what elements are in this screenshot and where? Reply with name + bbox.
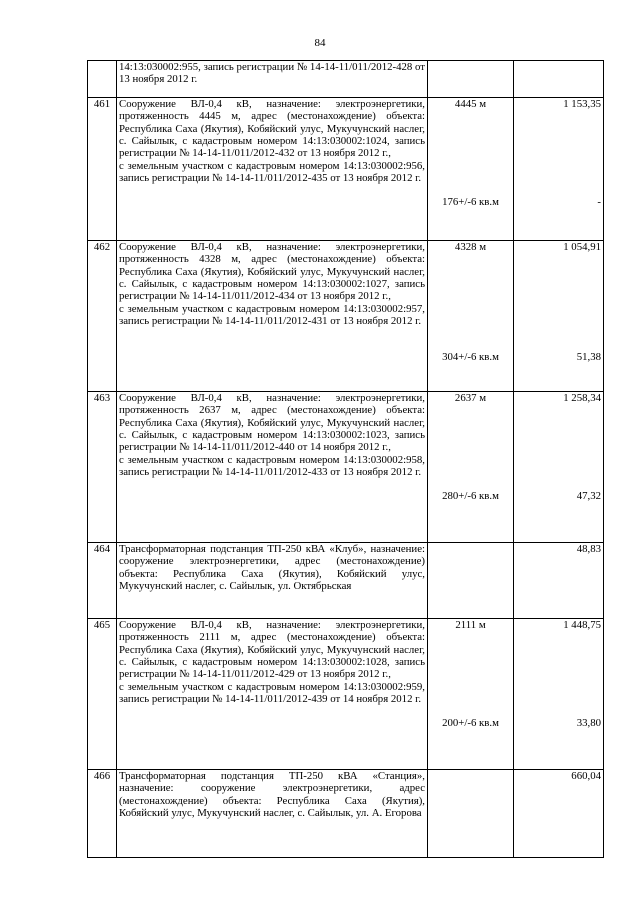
table-row [88,241,604,392]
structure-value: 660,04 [571,770,601,782]
quantity-cell [428,543,514,619]
property-registry-table [87,60,604,858]
value-cell [514,543,604,619]
row-number-cell: 461 [88,98,117,241]
quantity-cell [428,770,514,858]
object-description-cell [117,98,428,241]
land-value: 51,38 [576,351,601,364]
object-description-cell [117,619,428,770]
structure-description: Сооружение ВЛ-0,4 кВ, назначение: электроэнергетики, протяженность 2111 м, адрес (местонахождение) объекта: Республика Саха (Якутия), Кобяйский улус, Мукучунский наслег, с. Сайылык, с кадастровым номером 14:13:030002:1028, запись регистрации № 14-14-11/011/2012-429 от 13 ноября 2012 г., [119,619,425,681]
table-row [88,392,604,543]
quantity-cell [428,392,514,543]
quantity-cell [428,61,514,98]
object-description-cell [117,543,428,619]
row-number-cell: 463 [88,392,117,543]
object-description-cell [117,241,428,392]
object-description-cell [117,61,428,98]
structure-value: 48,83 [576,543,601,555]
quantity-cell [428,98,514,241]
quantity-cell [428,619,514,770]
land-plot-description: 14:13:030002:955, запись регистрации № 14-14-11/011/2012-428 от 13 ноября 2012 г. [119,61,425,86]
table-row-continued [88,61,604,98]
land-value: - [597,196,601,209]
structure-value: 1 258,34 [563,392,601,404]
land-area-value: 304+/-6 кв.м [442,351,499,364]
row-number-cell: 465 [88,619,117,770]
land-plot-description: с земельным участком с кадастровым номером 14:13:030002:957, запись регистрации № 14-14-11/011/2012-431 от 13 ноября 2012 г. [119,302,425,328]
row-number-cell [88,61,117,98]
land-plot-description: с земельным участком с кадастровым номером 14:13:030002:958, запись регистрации № 14-14-11/011/2012-433 от 13 ноября 2012 г. [119,453,425,479]
substation-description: Трансформаторная подстанция ТП-250 кВА «Станция», назначение: сооружение электроэнергетики, адрес (местонахождение) объекта: Республика Саха (Якутия), Кобяйский улус, Мукучунский наслег, с. Сайылык, ул. А. Егорова [119,770,425,820]
row-number-cell: 464 [88,543,117,619]
row-number-cell: 462 [88,241,117,392]
structure-value: 1 054,91 [563,241,601,253]
length-value: 2637 м [454,392,487,404]
object-description-cell [117,392,428,543]
land-area-value: 200+/-6 кв.м [442,717,499,730]
substation-description: Трансформаторная подстанция ТП-250 кВА «Клуб», назначение: сооружение электроэнергетики, адрес (местонахождение) объекта: Республика Саха (Якутия), Кобяйский улус, Мукучунский наслег, с. Сайылык, ул. Октябрьская [119,543,425,593]
row-number-cell: 466 [88,770,117,858]
value-cell [514,241,604,392]
land-area-value: 280+/-6 кв.м [442,490,499,503]
value-cell [514,770,604,858]
structure-description: Сооружение ВЛ-0,4 кВ, назначение: электроэнергетики, протяженность 4328 м, адрес (местонахождение) объекта: Республика Саха (Якутия), Кобяйский улус, Мукучунский наслег, с. Сайылык, с кадастровым номером 14:13:030002:1027, запись регистрации № 14-14-11/011/2012-434 от 13 ноября 2012 г., [119,241,425,303]
table-row [88,619,604,770]
structure-description: Сооружение ВЛ-0,4 кВ, назначение: электроэнергетики, протяженность 4445 м, адрес (местонахождение) объекта: Республика Саха (Якутия), Кобяйский улус, Мукучунский наслег, с. Сайылык, с кадастровым номером 14:13:030002:1024, запись регистрации № 14-14-11/011/2012-432 от 13 ноября 2012 г., [119,98,425,160]
structure-value: 1 153,35 [563,98,601,110]
page-number: 84 [314,37,326,49]
land-value: 47,32 [576,490,601,503]
value-cell [514,61,604,98]
value-cell [514,392,604,543]
value-cell [514,619,604,770]
land-area-value: 176+/-6 кв.м [442,196,499,209]
length-value: 4328 м [454,241,487,253]
table-row [88,770,604,858]
object-description-cell [117,770,428,858]
land-plot-description: с земельным участком с кадастровым номером 14:13:030002:956, запись регистрации № 14-14-11/011/2012-435 от 13 ноября 2012 г. [119,159,425,185]
table-row [88,543,604,619]
value-cell [514,98,604,241]
structure-description: Сооружение ВЛ-0,4 кВ, назначение: электроэнергетики, протяженность 2637 м, адрес (местонахождение) объекта: Республика Саха (Якутия), Кобяйский улус, Мукучунский наслег, с. Сайылык, с кадастровым номером 14:13:030002:1023, запись регистрации № 14-14-11/011/2012-440 от 14 ноября 2012 г., [119,392,425,454]
land-value: 33,80 [576,717,601,730]
table-row [88,98,604,241]
length-value: 4445 м [454,98,487,110]
quantity-cell [428,241,514,392]
structure-value: 1 448,75 [563,619,601,631]
length-value: 2111 м [455,619,486,631]
land-plot-description: с земельным участком с кадастровым номером 14:13:030002:959, запись регистрации № 14-14-11/011/2012-439 от 14 ноября 2012 г. [119,680,425,706]
